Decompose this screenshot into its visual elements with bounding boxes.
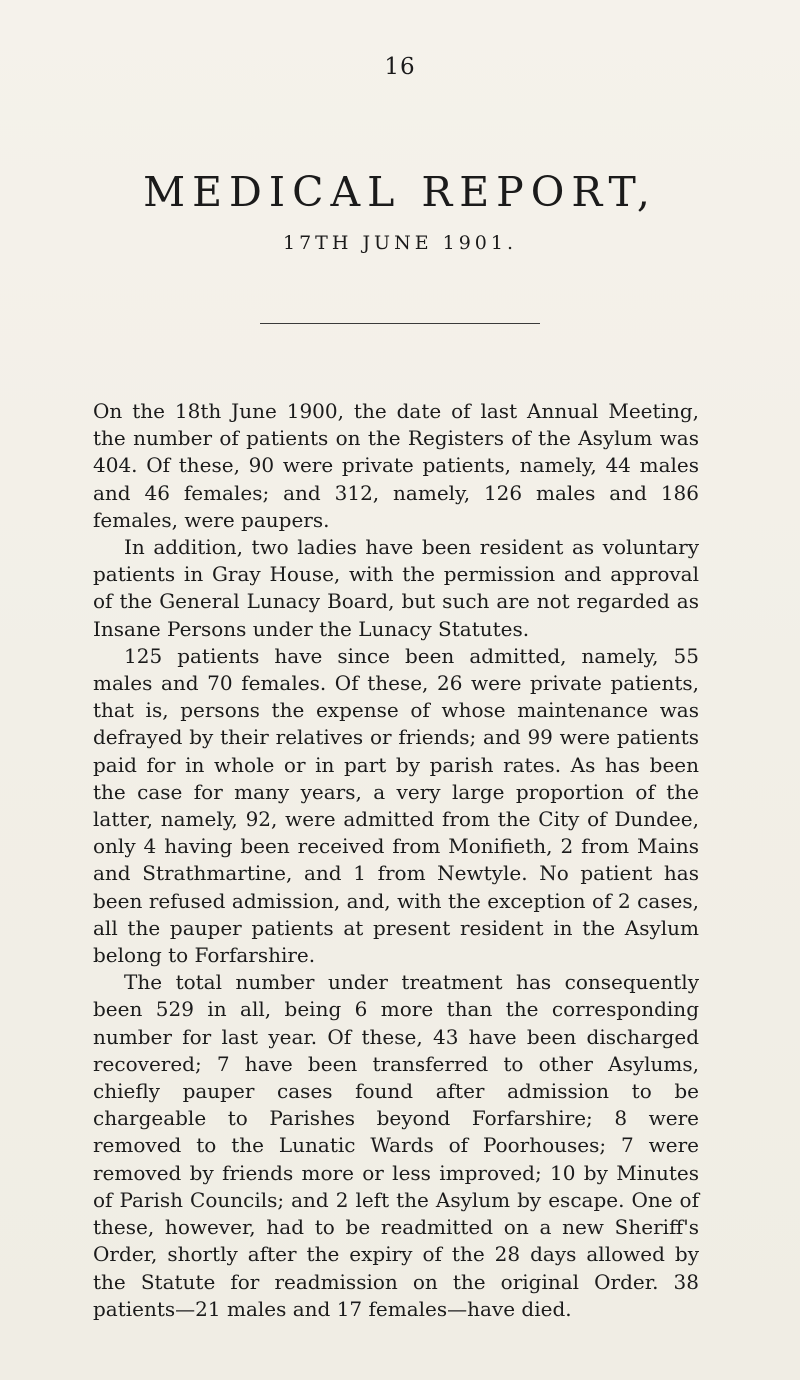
report-date: 17TH JUNE 1901. (282, 232, 517, 254)
section-divider (260, 323, 540, 324)
page-number: 16 (384, 54, 416, 80)
report-body (93, 398, 699, 1323)
paragraph-registers: On the 18th June 1900, the date of last Annual Meeting, the number of patients on the Registers of the Asylum was 404. Of these, 90 were private patients, namely, 44 males and 46 females; and 312, namely, 126 males and 186 females, were paupers. (93, 399, 699, 532)
report-title: MEDICAL REPORT, (143, 168, 657, 216)
paragraph-treatment-totals: The total number under treatment has consequently been 529 in all, being 6 more than the corresponding number for last year. Of these, 43 have been discharged recovered; 7 have been transferred to other Asylums, chiefly pauper cases found after admission to be chargeable to Parishes beyond Forfarshire; 8 were removed to the Lunatic Wards of Poorhouses; 7 were removed by friends more or less improved; 10 by Minutes of Parish Councils; and 2 left the Asylum by escape. One of these, however, had to be readmitted on a new Sheriff's Order, shortly after the expiry of the 28 days allowed by the Statute for readmission on the original Order. 38 patients—21 males and 17 females—have died. (93, 970, 699, 1321)
paragraph-admissions: 125 patients have since been admitted, namely, 55 males and 70 females. Of these, 26 were private patients, that is, persons the expense of whose maintenance was defrayed by their relatives or friends; and 99 were patients paid for in whole or in part by parish rates. As has been the case for many years, a very large proportion of the latter, namely, 92, were admitted from the City of Dundee, only 4 having been received from Monifieth, 2 from Mains and Strathmartine, and 1 from Newtyle. No patient has been refused admission, and, with the exception of 2 cases, all the pauper patients at present resident in the Asylum belong to Forfarshire. (93, 643, 699, 968)
paragraph-voluntary-patients: In addition, two ladies have been resident as voluntary patients in Gray House, with the permission and approval of the General Lunacy Board, but such are not regarded as Insane Persons under the Lunacy Statutes. (93, 535, 699, 641)
